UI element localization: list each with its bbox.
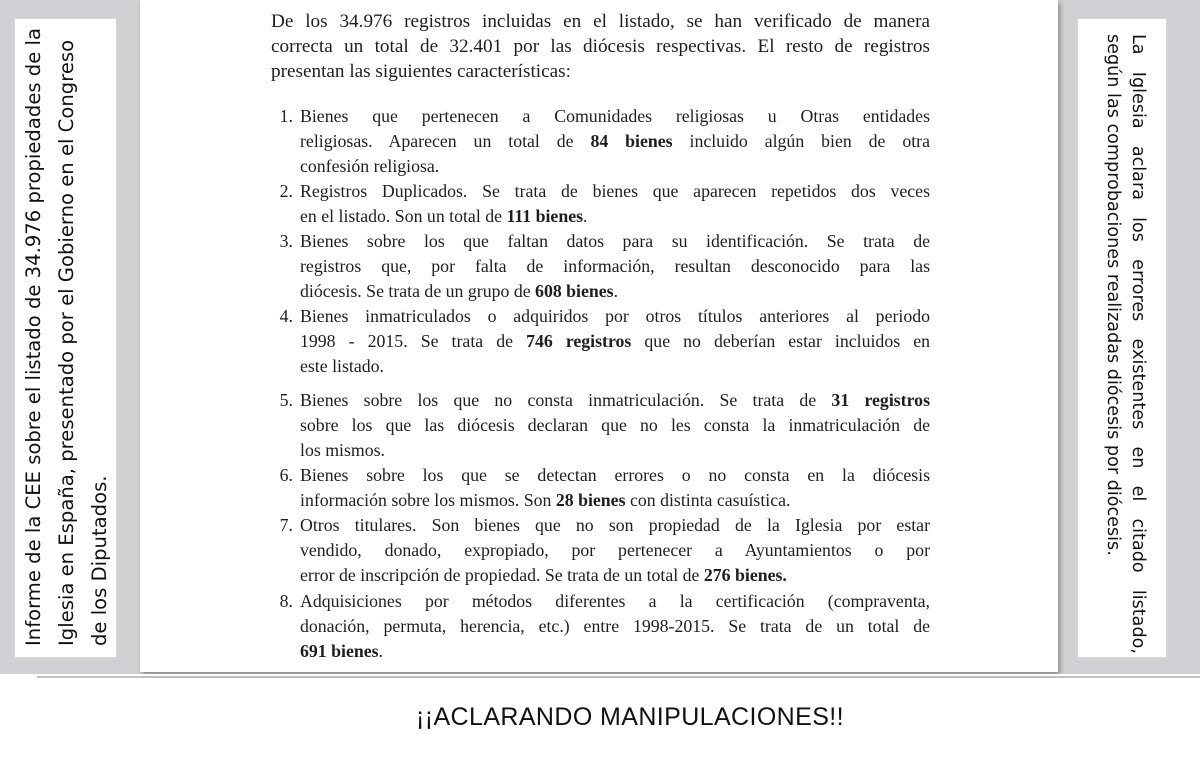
list-item — [279, 589, 930, 663]
divider — [37, 676, 1200, 678]
list-item — [279, 229, 930, 303]
list-item-line: diócesis. Se trata de un grupo de 608 bienes. — [300, 280, 619, 301]
list-item-line: información sobre los mismos. Son 28 bienes con distinta casuística. — [300, 489, 791, 510]
right-note-line: según las comprobaciones realizadas diócesis por diócesis. — [1103, 34, 1123, 556]
list-item — [279, 104, 930, 178]
list-item-line: Bienes sobre los que no consta inmatriculación. Se trata de 31 registros — [300, 390, 930, 410]
list-item — [279, 513, 930, 587]
highlight-count: 28 bienes — [555, 489, 626, 510]
intro-line: presentan las siguientes características: — [271, 60, 571, 82]
list-item-number: 5. — [279, 390, 293, 410]
list-item-line: donación, permuta, herencia, etc.) entre 1998-2015. Se trata de un total de — [300, 615, 930, 636]
highlight-count: 691 bienes — [300, 640, 379, 661]
list-item-number: 6. — [279, 465, 293, 485]
list-item-line: Adquisiciones por métodos diferentes a la certificación (compraventa, — [300, 591, 930, 611]
list-item-number: 1. — [279, 106, 293, 126]
left-note-text — [17, 26, 116, 646]
list-item — [279, 179, 930, 229]
right-note-line: La Iglesia aclara los errores existentes en el citado listado, — [1128, 34, 1148, 654]
list-item-line: religiosas. Aparecen un total de 84 bienes incluido algún bien de otra — [300, 130, 930, 151]
highlight-count: 84 bienes — [590, 130, 673, 151]
list-item-line: registros que, por falta de información, resultan desconocido para las — [300, 255, 930, 276]
intro-line: correcta un total de 32.401 por las diócesis respectivas. El resto de registros — [271, 35, 930, 57]
right-note-text — [1100, 34, 1150, 654]
list-item — [279, 304, 930, 378]
list-item-line: Bienes sobre los que faltan datos para su identificación. Se trata de — [300, 231, 930, 251]
list-item-number: 8. — [279, 591, 293, 611]
list-item-number: 4. — [279, 306, 293, 326]
highlight-count: 746 registros — [526, 330, 632, 351]
left-note-line: Informe de la CEE sobre el listado de 34.976 propiedades de la — [22, 28, 45, 646]
caption: ¡¡ACLARANDO MANIPULACIONES!! — [416, 703, 844, 731]
intro-line: De los 34.976 registros incluidas en el listado, se han verificado de manera — [271, 11, 930, 32]
list-item-number: 7. — [279, 515, 293, 535]
list-item-line: Bienes sobre los que se detectan errores o no consta en la diócesis — [300, 465, 930, 485]
highlight-count: 608 bienes — [535, 280, 614, 301]
document-page — [140, 0, 1058, 672]
list-item-line: 1998 - 2015. Se trata de 746 registros que no deberían estar incluidos en — [300, 330, 930, 351]
list-item-line: vendido, donado, expropiado, por pertenecer a Ayuntamientos o por — [300, 539, 930, 560]
list-item-line: error de inscripción de propiedad. Se trata de un total de 276 bienes. — [300, 564, 787, 585]
intro-paragraph — [271, 10, 930, 84]
list-item-line: Bienes que pertenecen a Comunidades religiosas u Otras entidades — [300, 106, 930, 126]
highlight-count: 111 bienes — [506, 205, 584, 226]
list-item-line: Otros titulares. Son bienes que no son propiedad de la Iglesia por estar — [300, 515, 930, 535]
highlight-count: 276 bienes. — [703, 564, 787, 585]
left-note-line: de los Diputados. — [88, 475, 111, 646]
list-item-line: Bienes inmatriculados o adquiridos por otros títulos anteriores al periodo — [300, 306, 930, 326]
list-item-line: sobre los que las diócesis declaran que no les consta la inmatriculación de — [300, 414, 930, 435]
list-item-number: 3. — [279, 231, 293, 251]
list-item — [279, 463, 930, 513]
list-item-line: confesión religiosa. — [300, 155, 440, 176]
list-item-line: 691 bienes. — [300, 640, 383, 661]
highlight-count: 31 registros — [831, 390, 930, 410]
list-item-line: Registros Duplicados. Se trata de bienes que aparecen repetidos dos veces — [300, 181, 930, 201]
list-item-number: 2. — [279, 181, 293, 201]
list-item — [279, 388, 930, 462]
list-item-line: este listado. — [300, 355, 384, 376]
list-item-line: en el listado. Son un total de 111 bienes. — [300, 205, 588, 226]
left-note-line: Iglesia en España, presentado por el Gobierno en el Congreso — [55, 39, 78, 646]
list-item-line: los mismos. — [300, 439, 385, 460]
